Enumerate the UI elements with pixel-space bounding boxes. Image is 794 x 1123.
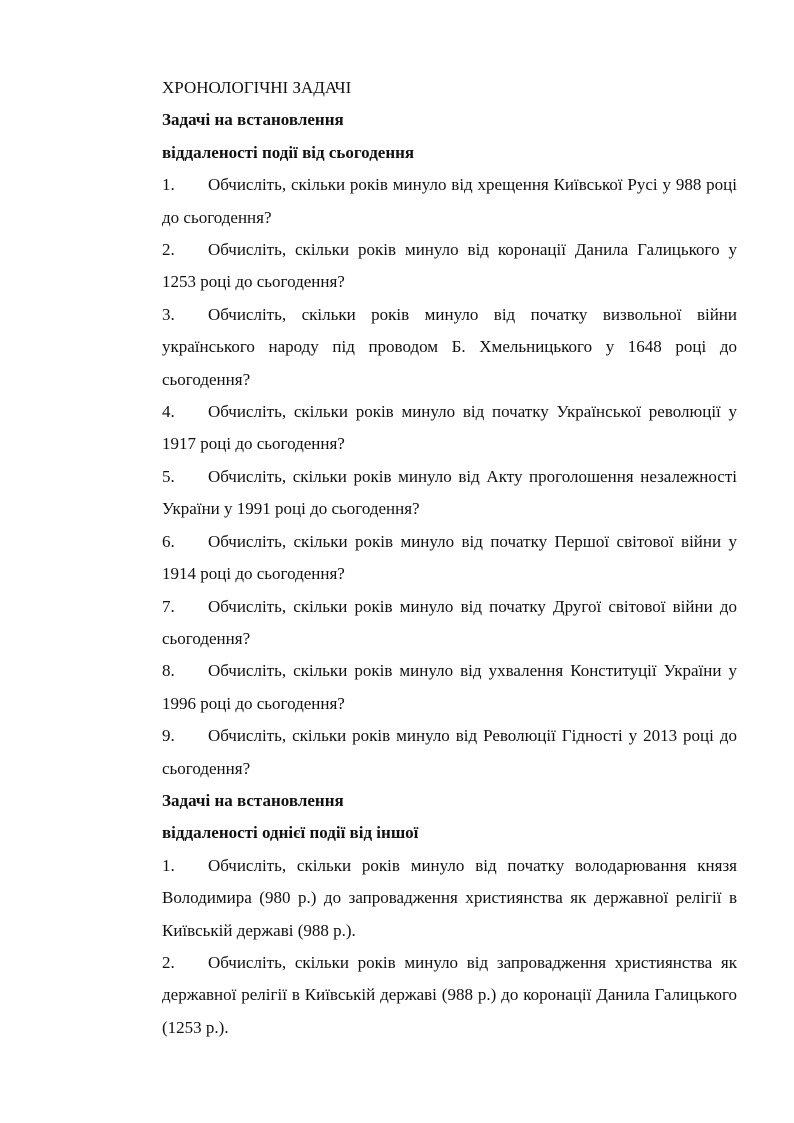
task-number: 3.: [162, 304, 175, 324]
task-number: 7.: [162, 596, 175, 616]
task-item: [162, 299, 737, 396]
task-item: [162, 396, 737, 461]
task-item: [162, 234, 737, 299]
task-item: [162, 169, 737, 234]
task-number: 6.: [162, 531, 175, 551]
task-text: Обчисліть, скільки років минуло від початку володарювання князя Володимира (980 р.) до запровадження християнства як державної релігії в Київській державі (988 р.).: [162, 855, 737, 940]
task-item: [162, 947, 737, 1044]
task-item: [162, 526, 737, 591]
task-text: Обчисліть, скільки років минуло від початку Української революції у 1917 році до сьогодення?: [162, 402, 737, 454]
section-heading: віддаленості події від сьогодення: [162, 142, 415, 162]
task-number: 9.: [162, 726, 175, 746]
task-text: Обчисліть, скільки років минуло від Революції Гідності у 2013 році до сьогодення?: [162, 726, 737, 778]
task-item: [162, 850, 737, 947]
task-text: Обчисліть, скільки років минуло від коронації Данила Галицького у 1253 році до сьогодення?: [162, 240, 737, 292]
task-text: Обчисліть, скільки років минуло від ухвалення Конституції України у 1996 році до сьогодення?: [162, 661, 737, 713]
task-text: Обчисліть, скільки років минуло від Акту проголошення незалежності України у 1991 році до сьогодення?: [162, 466, 737, 519]
section-heading: Задачі на встановлення: [162, 110, 344, 130]
task-number: 5.: [162, 466, 175, 486]
task-text: Обчисліть, скільки років минуло від запровадження християнства як державної релігії в Київській державі (988 р.) до коронації Данила Галицького (1253 р.).: [162, 952, 737, 1037]
task-number: 1.: [162, 855, 175, 875]
task-text: Обчисліть, скільки років минуло від хрещення Київської Русі у 988 році до сьогодення?: [162, 175, 737, 227]
task-text: Обчисліть, скільки років минуло від початку визвольної війни українського народу під проводом Б. Хмельницького у 1648 році до сьогодення?: [162, 304, 737, 389]
section-heading: Задачі на встановлення: [162, 790, 344, 810]
task-number: 2.: [162, 240, 175, 260]
task-number: 1.: [162, 175, 175, 195]
task-number: 2.: [162, 952, 175, 972]
document-page: [162, 72, 737, 1044]
task-item: [162, 720, 737, 785]
task-number: 8.: [162, 661, 175, 681]
task-item: [162, 591, 737, 656]
task-item: [162, 461, 737, 526]
document-title: ХРОНОЛОГІЧНІ ЗАДАЧІ: [162, 78, 352, 97]
task-text: Обчисліть, скільки років минуло від початку Першої світової війни у 1914 році до сьогодення?: [162, 531, 737, 584]
task-item: [162, 655, 737, 720]
task-number: 4.: [162, 402, 175, 422]
task-text: Обчисліть, скільки років минуло від початку Другої світової війни до сьогодення?: [162, 596, 737, 648]
section-heading: віддаленості однієї події від іншої: [162, 823, 419, 843]
